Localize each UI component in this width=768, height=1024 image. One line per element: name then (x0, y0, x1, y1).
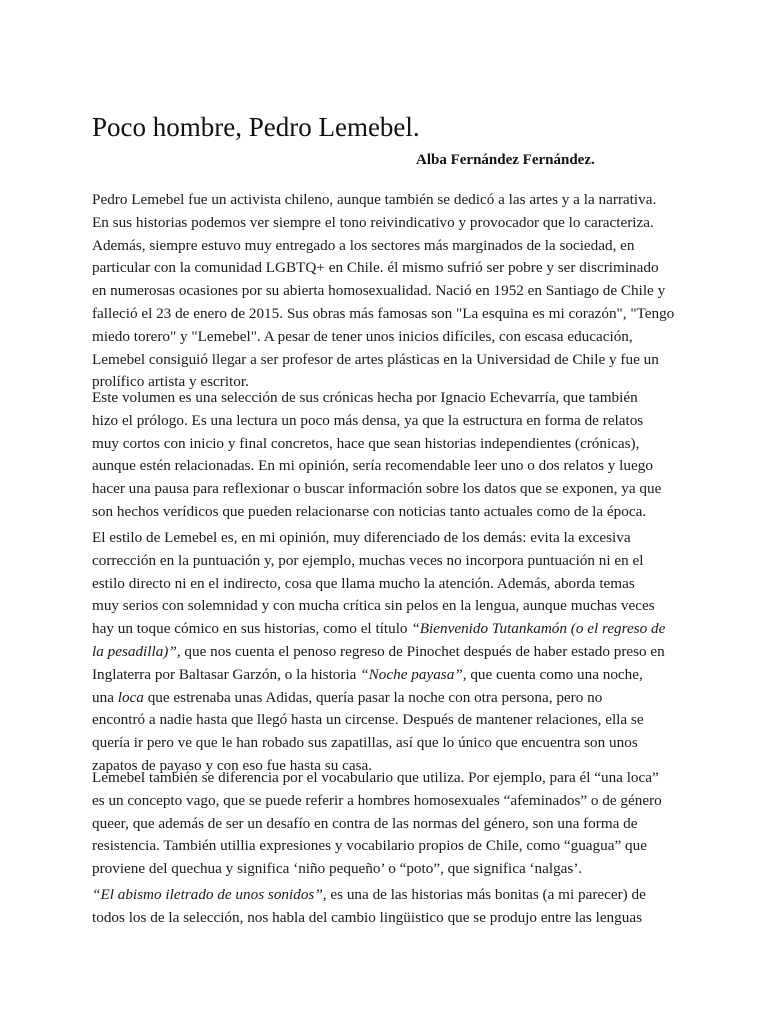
text-line: proviene del quechua y significa ‘niño pequeño’ o “poto”, que significa ‘nalgas’. (92, 860, 583, 878)
text-run: que estrenaba unas Adidas, quería pasar la noche con otra persona, pero no (143, 688, 603, 706)
text-line: Este volumen es una selección de sus crónicas hecha por Ignacio Echevarría, que también (92, 389, 638, 406)
text-line (92, 664, 676, 687)
text-run: , que nos cuenta el penoso regreso de Pinochet después de haber estado preso en (176, 642, 665, 660)
text-run: , que cuenta como una noche, (462, 665, 643, 683)
paragraph-biography (92, 189, 676, 394)
paragraph-style (92, 527, 676, 778)
text-line: zapatos de payaso y con eso fue hasta su casa. (92, 756, 373, 774)
text-line: Además, siempre estuvo muy entregado a los sectores más marginados de la sociedad, en (92, 236, 635, 254)
text-line: Lemebel consiguió llegar a ser profesor de artes plásticas en la Universidad de Chile y fue un (92, 350, 659, 368)
text-line (92, 687, 676, 710)
text-run: una (92, 688, 118, 706)
text-line: en numerosas ocasiones por su abierta homosexualidad. Nació en 1952 en Santiago de Chile y (92, 282, 666, 300)
text-line: todos los de la selección, nos habla del cambio lingüistico que se produjo entre las lenguas (92, 908, 642, 926)
text-line: Pedro Lemebel fue un activista chileno, aunque también se dedicó a las artes y a la narrativa. (92, 191, 657, 208)
text-line (92, 884, 676, 907)
italic-word-loca: loca (117, 688, 144, 706)
paragraph-vocabulary (92, 767, 676, 881)
text-line (92, 618, 676, 641)
story-title-tutankamon-cont: la pesadilla)” (92, 642, 177, 660)
text-line: falleció el 23 de enero de 2015. Sus obras más famosas son "La esquina es mi corazón", "Tengo (92, 304, 675, 322)
text-line: Lemebel también se diferencia por el vocabulario que utiliza. Por ejemplo, para él “una loca” (92, 769, 659, 786)
text-line (92, 641, 676, 664)
text-line: quería ir pero ve que le han robado sus zapatillas, así que lo único que encuentra son unos (92, 734, 638, 752)
text-line: queer, que además de ser un desafío en contra de las normas del género, son una forma de (92, 814, 638, 832)
text-line: resistencia. También utillia expresiones y vocabilario propios de Chile, como “guagua” que (92, 837, 647, 855)
document-title: Poco hombre, Pedro Lemebel. (92, 112, 420, 142)
story-title-noche-payasa: “Noche payasa” (360, 665, 463, 683)
text-line: corrección en la puntuación y, por ejemplo, muchas veces no incorpora puntuación ni en el (92, 551, 644, 569)
text-line: aunque estén relacionadas. En mi opinión, sería recomendable leer uno o dos relatos y luego (92, 457, 653, 475)
document-author: Alba Fernández Fernández. (416, 152, 595, 168)
text-line: En sus historias podemos ver siempre el tono reivindicativo y provocador que lo caracteriza. (92, 213, 654, 231)
text-line: hacer una pausa para reflexionar o buscar información sobre los datos que se exponen, ya que (92, 480, 662, 498)
text-line: son hechos verídicos que pueden relacionarse con noticias tanto actuales como de la época. (92, 502, 647, 520)
text-line: miedo torero" y "Lemebel". A pesar de tener unos inicios difíciles, con escasa educación, (92, 327, 633, 345)
text-run: , es una de las historias más bonitas (a mi parecer) de (322, 886, 646, 903)
text-line: prolífico artista y escritor. (92, 373, 249, 391)
text-line: hizo el prólogo. Es una lectura un poco más densa, ya que la estructura en forma de relatos (92, 411, 644, 429)
text-line: El estilo de Lemebel es, en mi opinión, muy diferenciado de los demás: evita la excesiva (92, 529, 631, 546)
paragraph-volume (92, 387, 676, 524)
paragraph-abismo (92, 884, 676, 930)
text-line: muy serios con solemnidad y con mucha crítica sin pelos en la lengua, aunque muchas veces (92, 597, 655, 615)
text-line: encontró a nadie hasta que llegó hasta un circense. Después de mantener relaciones, ella se (92, 711, 644, 729)
text-line: muy cortos con inicio y final concretos, hace que sean historias independientes (crónicas), (92, 434, 640, 452)
story-title-abismo: “El abismo iletrado de unos sonidos” (92, 886, 323, 903)
text-line: particular con la comunidad LGBTQ+ en Chile. él mismo sufrió ser pobre y ser discriminado (92, 259, 659, 277)
text-line: es un concepto vago, que se puede referir a hombres homosexuales “afeminados” o de género (92, 791, 662, 809)
text-line: estilo directo ni en el indirecto, cosa que llama mucho la atención. Además, aborda temas (92, 574, 635, 592)
text-run: hay un toque cómico en sus historias, como el título (92, 620, 412, 638)
text-run: Inglaterra por Baltasar Garzón, o la historia (92, 665, 361, 683)
story-title-tutankamon: “Bienvenido Tutankamón (o el regreso de (411, 620, 666, 638)
